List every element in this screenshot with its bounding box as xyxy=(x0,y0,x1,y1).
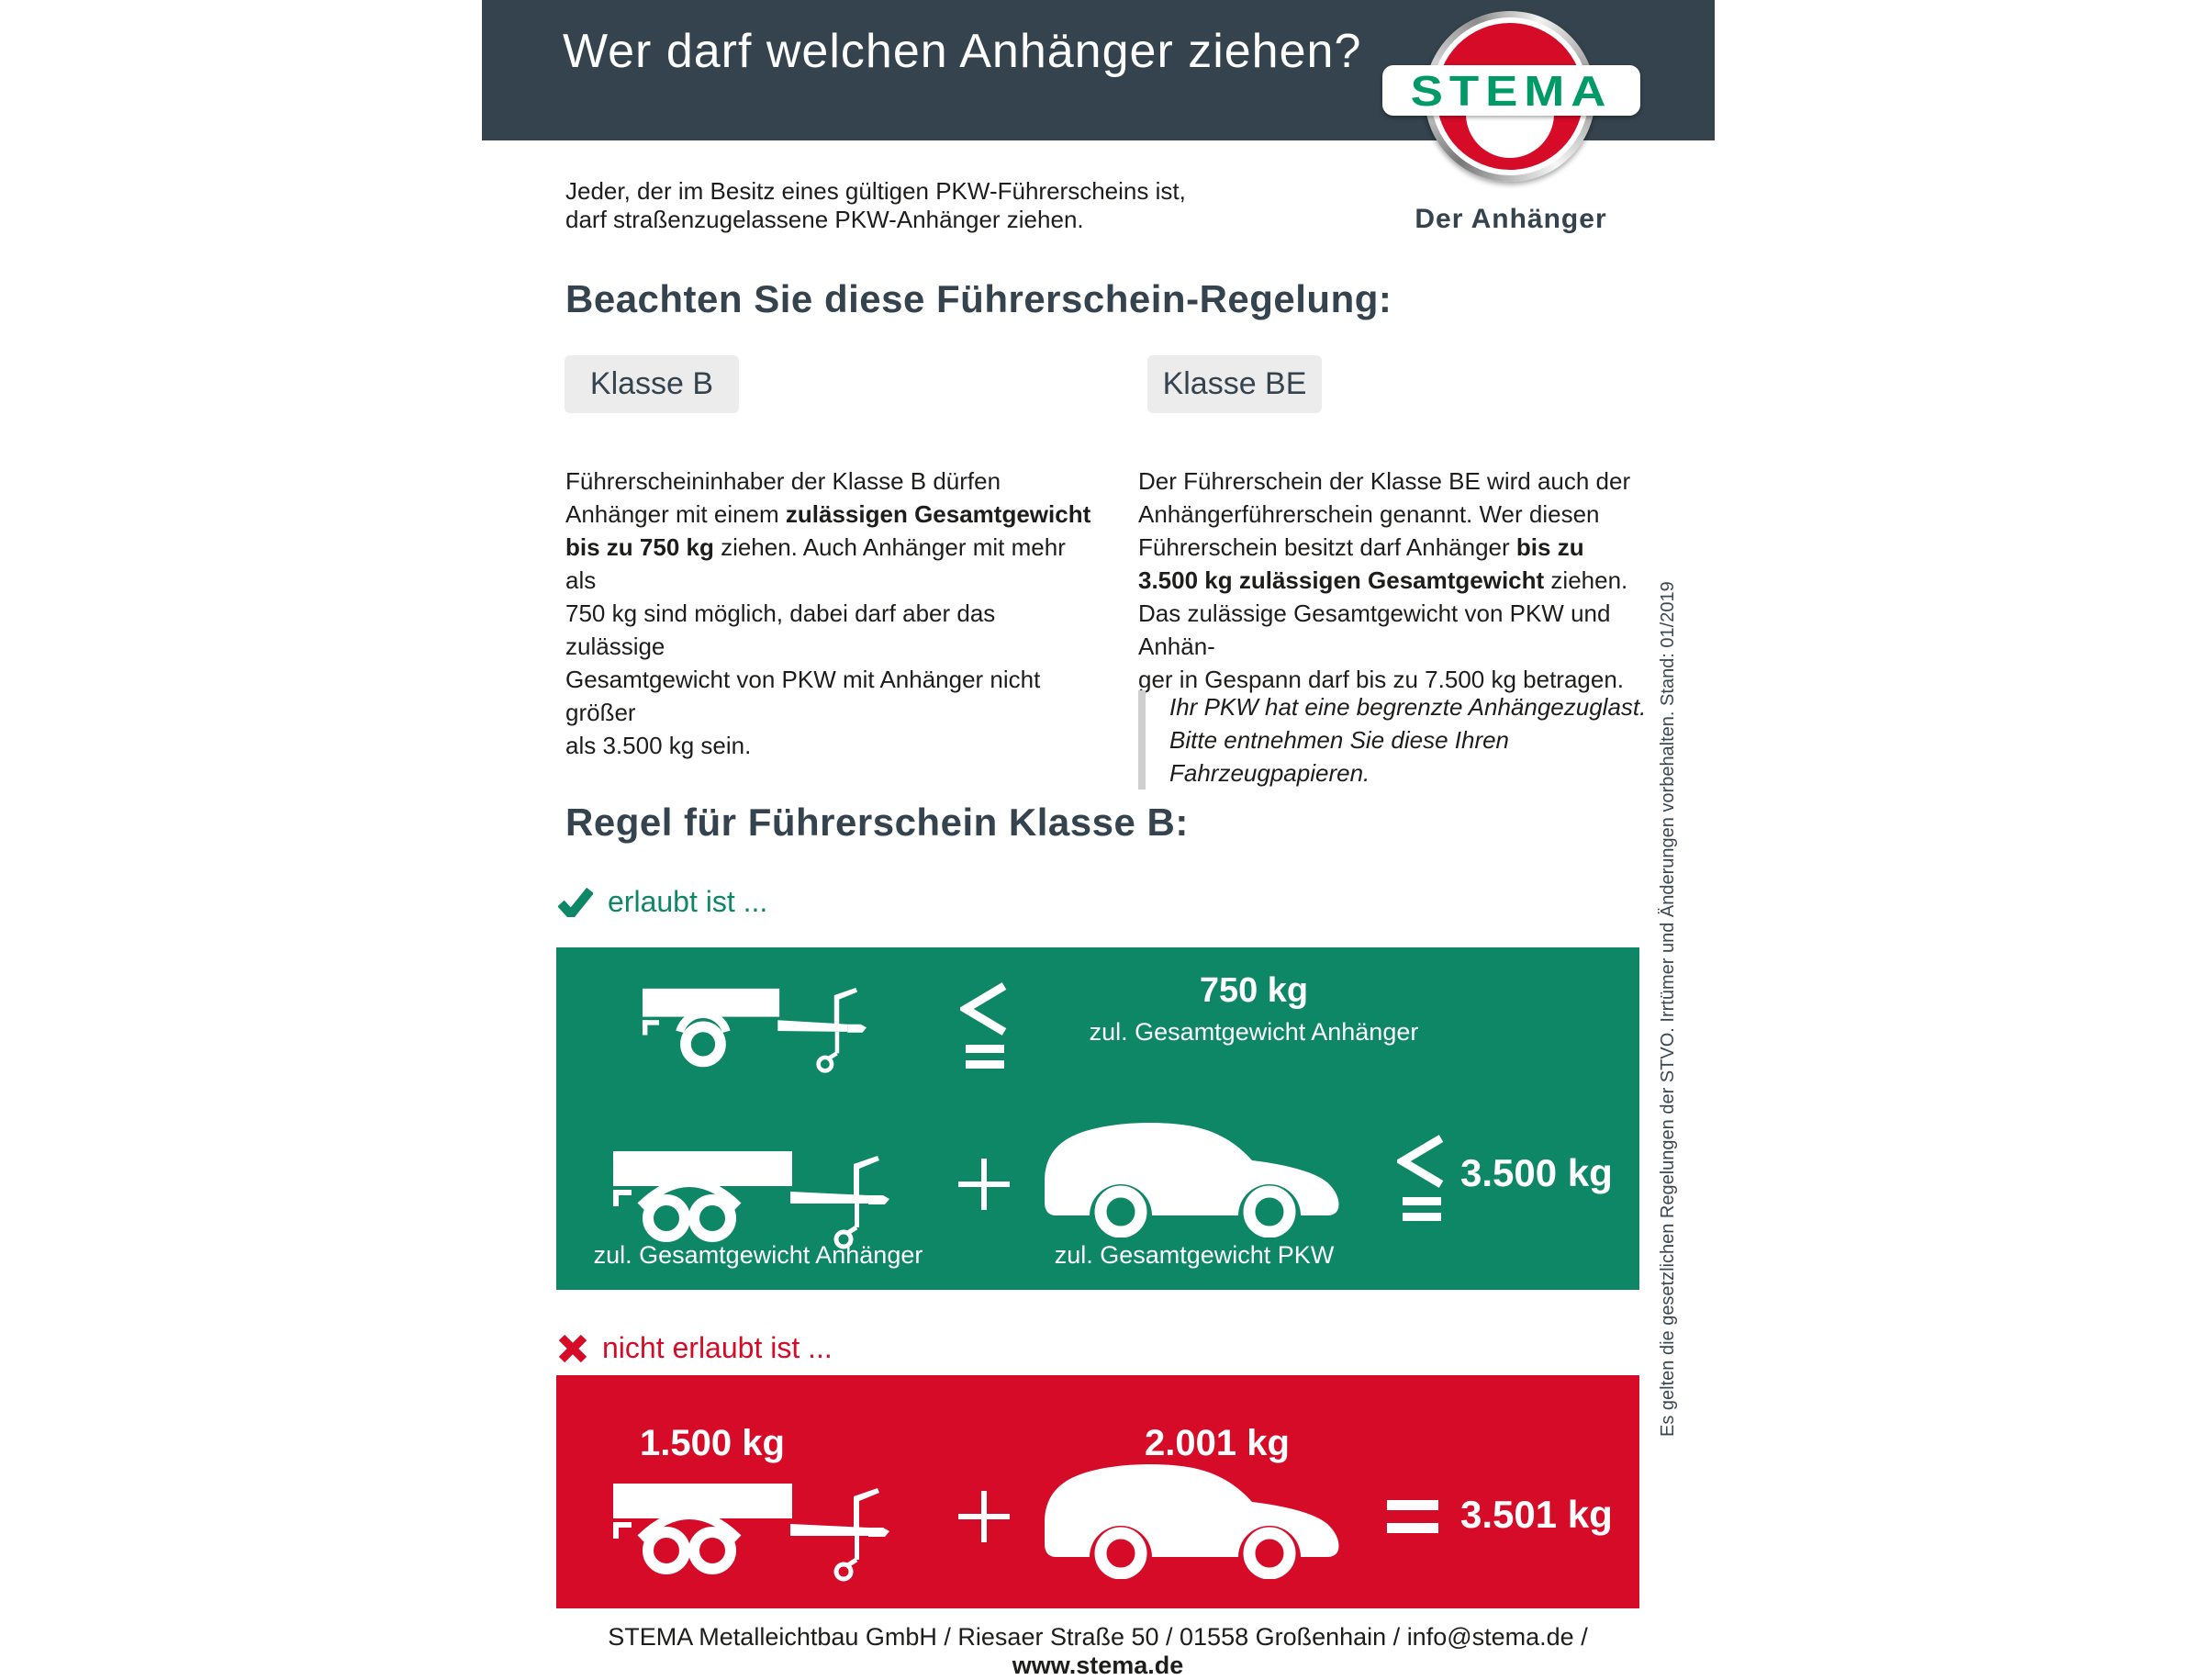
intro-text: Jeder, der im Besitz eines gültigen PKW-Führerscheins ist, darf straßenzugelassene PKW-Anhänger ziehen. xyxy=(565,177,1186,233)
logo-tagline: Der Anhänger xyxy=(1415,204,1607,234)
row1-text xyxy=(997,971,1511,1047)
x-icon xyxy=(558,1334,587,1363)
legal-sidenote: Es gelten die gesetzlichen Regelungen der STVO. Irrtümer und Änderungen vorbehalten. Stand: 01/2019 xyxy=(1658,581,1678,1437)
allowed-label xyxy=(558,885,767,919)
class-be-description: Der Führerschein der Klasse BE wird auch der Anhängerführerschein genannt. Wer diesen Führerschein besitzt darf Anhänger bis zu 3.500 kg zulässigen Gesamtgewicht ziehen. Das zulässige Gesamtgewicht von PKW und Anhän- ger in Gespann darf bis zu 7.500 kg betragen. xyxy=(1138,467,1631,693)
plus-icon xyxy=(956,1489,1012,1544)
car-2001-weight: 2.001 kg xyxy=(1145,1423,1290,1463)
limit-3500-weight: 3.500 kg xyxy=(1460,1151,1613,1194)
trailer-750-weight: 750 kg xyxy=(1199,971,1309,1010)
equals-icon xyxy=(1387,1500,1438,1533)
car-icon xyxy=(1043,1113,1346,1238)
trailer-1500-weight: 1.500 kg xyxy=(640,1423,785,1463)
footer-contact: STEMA Metalleichtbau GmbH / Riesaer Straße 50 / 01558 Großenhain / info@stema.de / www.stema.de xyxy=(608,1623,1588,1679)
car-icon xyxy=(1043,1454,1346,1579)
plus-icon xyxy=(956,1157,1012,1212)
towing-capacity-note: Ihr PKW hat eine begrenzte Anhängezuglast. Bitte entnehmen Sie diese Ihren Fahrzeugpapieren. xyxy=(1138,690,1666,790)
less-than-or-equal-icon xyxy=(1397,1135,1445,1223)
not-allowed-label xyxy=(558,1331,833,1365)
trailer-caption: zul. Gesamtgewicht Anhänger xyxy=(593,1241,923,1269)
check-icon xyxy=(558,888,593,917)
tandem-axle-trailer-icon xyxy=(602,1474,905,1594)
allowed-label-text: erlaubt ist ... xyxy=(608,885,768,918)
car-caption: zul. Gesamtgewicht PKW xyxy=(1054,1241,1335,1269)
brand-text: STEMA xyxy=(1410,66,1613,115)
single-axle-trailer-icon xyxy=(630,979,879,1082)
not-allowed-panel xyxy=(556,1375,1639,1608)
class-b-chip xyxy=(565,355,739,413)
class-be-chip-label: Klasse BE xyxy=(1162,366,1307,401)
total-3501-weight: 3.501 kg xyxy=(1460,1493,1613,1536)
class-b-chip-label: Klasse B xyxy=(589,366,714,401)
allowed-panel xyxy=(556,947,1639,1290)
logo-wordmark-plate xyxy=(1382,65,1640,116)
trailer-750-caption: zul. Gesamtgewicht Anhänger xyxy=(1089,1018,1419,1046)
logo-dome xyxy=(1466,114,1554,158)
not-allowed-label-text: nicht erlaubt ist ... xyxy=(602,1331,833,1364)
page-title: Wer darf welchen Anhänger ziehen? xyxy=(563,25,1362,78)
rule-section-heading: Regel für Führerschein Klasse B: xyxy=(565,801,1189,844)
license-section-heading: Beachten Sie diese Führerschein-Regelung: xyxy=(565,277,1392,320)
class-be-chip xyxy=(1147,355,1322,413)
class-b-description: Führerscheininhaber der Klasse B dürfen Anhänger mit einem zulässigen Gesamtgewicht bis zu 750 kg ziehen. Auch Anhänger mit mehr als 750 kg sind möglich, dabei darf aber das zulässige Gesamtgewicht von PKW mit Anhänger nicht größer als 3.500 kg sein. xyxy=(565,467,1091,759)
